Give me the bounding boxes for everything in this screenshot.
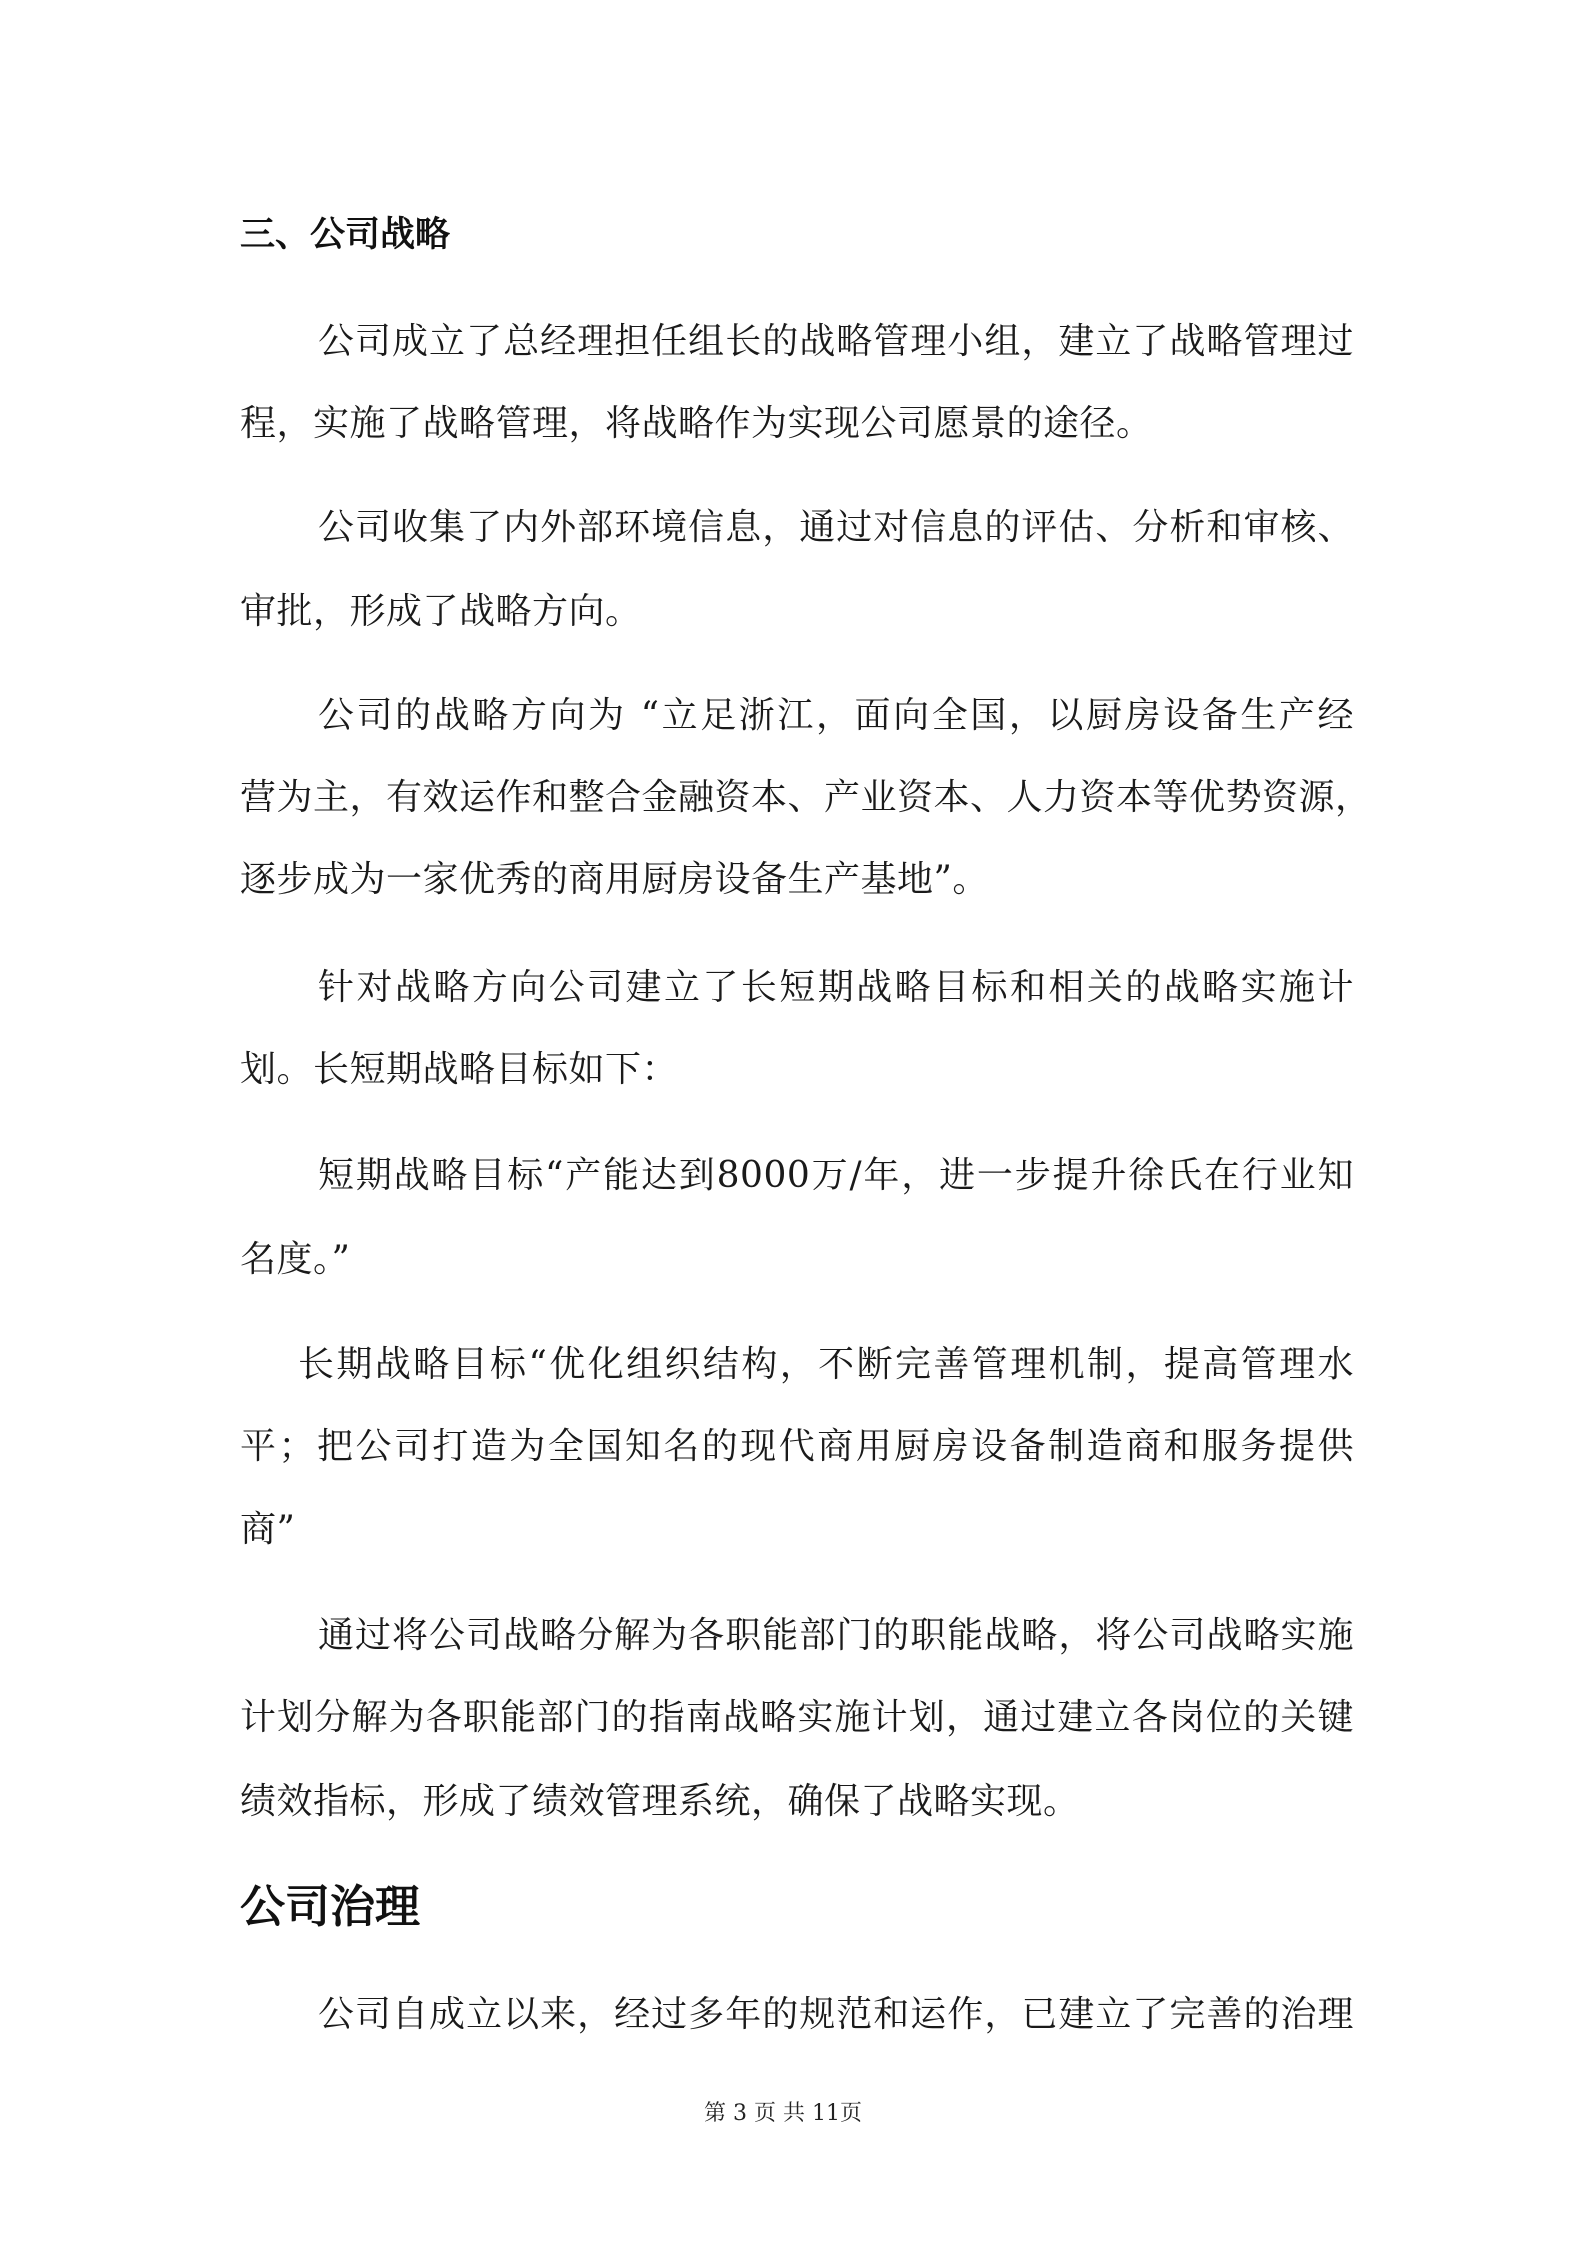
paragraph-6-line-3: 商”	[240, 1509, 296, 1550]
paragraph-2-line-1: 公司收集了内外部环境信息，通过对信息的评估、分析和审核、	[318, 507, 1354, 548]
paragraph-7-line-1: 通过将公司战略分解为各职能部门的职能战略，将公司战略实施	[318, 1615, 1354, 1656]
paragraph-8-line-1: 公司自成立以来，经过多年的规范和运作，已建立了完善的治理	[318, 1994, 1354, 2035]
paragraph-5-line-1: 短期战略目标“产能达到8000万/年，进一步提升徐氏在行业知	[318, 1155, 1354, 1196]
paragraph-7-line-2: 计划分解为各职能部门的指南战略实施计划，通过建立各岗位的关键	[240, 1697, 1354, 1738]
paragraph-3-line-3: 逐步成为一家优秀的商用厨房设备生产基地”。	[240, 859, 989, 900]
subsection-title: 公司治理	[240, 1880, 421, 1933]
paragraph-6-line-2: 平；把公司打造为全国知名的现代商用厨房设备制造商和服务提供	[240, 1426, 1354, 1467]
paragraph-1-line-1: 公司成立了总经理担任组长的战略管理小组，建立了战略管理过	[318, 321, 1354, 362]
paragraph-2-line-2: 审批，形成了战略方向。	[240, 591, 642, 632]
paragraph-1-line-2: 程，实施了战略管理，将战略作为实现公司愿景的途径。	[240, 403, 1153, 444]
paragraph-4-line-1: 针对战略方向公司建立了长短期战略目标和相关的战略实施计	[318, 967, 1354, 1008]
paragraph-5-line-2: 名度。”	[240, 1239, 351, 1280]
paragraph-4-line-2: 划。长短期战略目标如下：	[240, 1049, 679, 1090]
paragraph-7-line-3: 绩效指标，形成了绩效管理系统，确保了战略实现。	[240, 1781, 1080, 1822]
paragraph-3-line-2: 营为主，有效运作和整合金融资本、产业资本、人力资本等优势资源，	[240, 777, 1372, 818]
paragraph-6-line-1: 长期战略目标“优化组织结构，不断完善管理机制，提高管理水	[298, 1344, 1354, 1385]
section-title: 三、公司战略	[240, 215, 451, 255]
paragraph-3-line-1: 公司的战略方向为 “立足浙江，面向全国，以厨房设备生产经	[318, 695, 1354, 736]
page-footer: 第 3 页 共 11页	[704, 2101, 862, 2126]
